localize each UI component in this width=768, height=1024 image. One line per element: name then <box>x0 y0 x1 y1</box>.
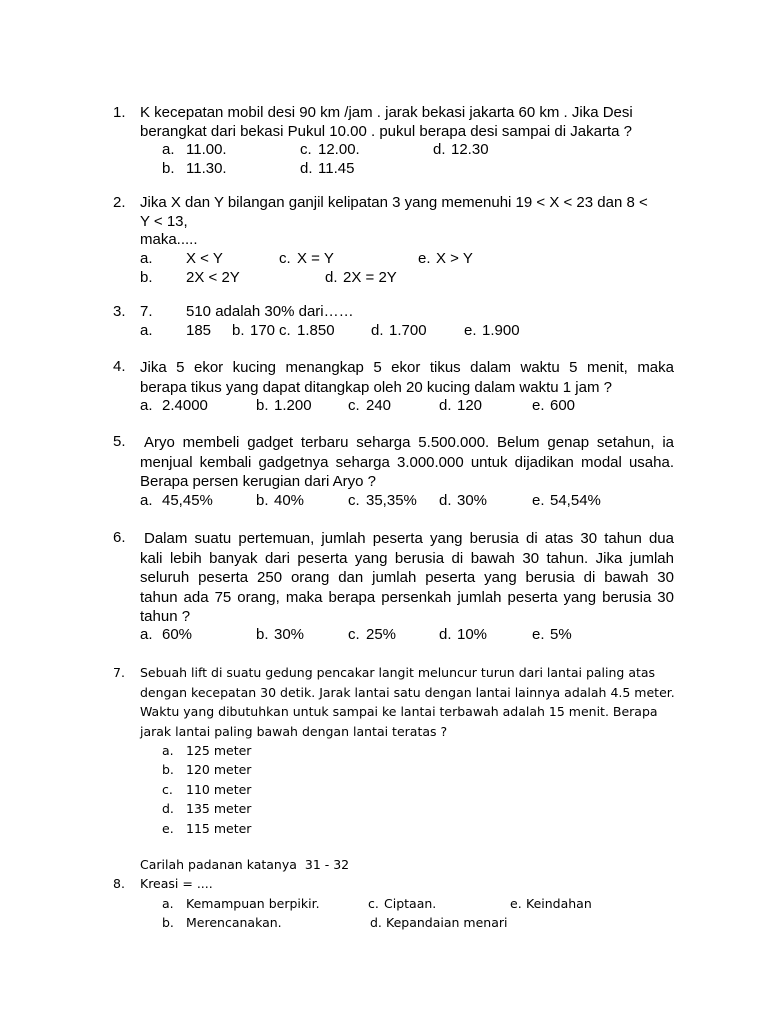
option-text: X = Y <box>297 250 334 267</box>
option-text: 135 meter <box>186 801 252 817</box>
option-label: a. <box>140 250 153 267</box>
question-number: 5. <box>113 433 126 450</box>
question-number: 4. <box>113 358 126 375</box>
question-number: 8. <box>113 876 125 891</box>
option-label: e. <box>532 397 545 414</box>
option-label: d. <box>325 268 338 286</box>
option-text: 11.30. <box>186 159 227 177</box>
option-text: 600 <box>550 397 576 414</box>
option-text: 30% <box>457 492 488 509</box>
option-label: d. <box>370 915 382 930</box>
option-text: 240 <box>366 397 392 414</box>
stem-line: berapa tikus yang dapat ditangkap oleh 20 kucing dalam waktu 1 jam ? <box>140 378 612 396</box>
question-stem-cont <box>140 453 674 492</box>
stem-line: 7. <box>140 303 153 320</box>
option-label: b. <box>256 397 269 414</box>
question-stem <box>140 194 674 250</box>
stem-line: Dalam suatu pertemuan, jumlah peserta yang berusia di atas 30 tahun dua <box>144 530 674 547</box>
option-label: c. <box>300 141 312 158</box>
stem-line: K kecepatan mobil desi 90 km /jam . jarak bekasi jakarta 60 km . Jika Desi <box>140 104 633 121</box>
option-text: 30% <box>274 626 305 643</box>
option-text: 40% <box>274 492 305 509</box>
option-text: Kemampuan berpikir. <box>186 896 320 911</box>
option-label: a. <box>162 141 175 158</box>
option-text: 1.850 <box>297 322 335 339</box>
stem-line: kali lebih banyak dari peserta yang berusia di bawah 30 tahun. Jika jumlah <box>140 549 674 567</box>
option-text: 25% <box>366 626 397 643</box>
option-text: Merencanakan. <box>186 915 282 930</box>
question-stem-cont <box>140 549 674 627</box>
option-label: d. <box>162 801 174 817</box>
option-label: e. <box>464 322 477 339</box>
question-stem <box>144 529 674 549</box>
option-label: c. <box>348 626 360 643</box>
stem-line: seluruh peserta 250 orang dan jumlah peserta yang berusia di bawah 30 <box>140 569 674 586</box>
option-label: d. <box>439 492 452 509</box>
option-text: 1.700 <box>389 322 427 339</box>
stem-line: Waktu yang dibutuhkan untuk sampai ke lantai terbawah adalah 15 menit. Berapa <box>140 704 658 720</box>
section-heading: Carilah padanan katanya 31 - 32 <box>140 857 350 872</box>
option-label: e. <box>510 896 522 911</box>
option-text: 115 meter <box>186 820 252 836</box>
question-number: 6. <box>113 529 126 546</box>
option-label: e. <box>418 250 431 267</box>
option-label: a. <box>140 397 153 414</box>
option-text: 54,54% <box>550 492 601 509</box>
question-number: 2. <box>113 194 126 211</box>
option-label: d. <box>300 159 313 177</box>
option-label: b. <box>140 268 153 286</box>
option-text: Kepandaian menari <box>386 915 508 930</box>
option-text: 120 <box>457 397 483 414</box>
question-number: 7. <box>113 665 125 680</box>
option-text: 5% <box>550 626 572 643</box>
stem-line: maka..... <box>140 231 198 248</box>
option-label: c. <box>348 492 360 509</box>
option-label: c. <box>348 397 360 414</box>
question-stem <box>140 358 674 397</box>
option-text: 185 <box>186 322 212 339</box>
stem-line: tahun ? <box>140 608 191 625</box>
option-text: 2X = 2Y <box>343 268 397 286</box>
stem-line: menjual kembali gadgetnya seharga 3.000.000 untuk dijadikan modal usaha. <box>140 453 674 471</box>
stem-line: Berapa persen kerugian dari Aryo ? <box>140 473 376 490</box>
option-label: d. <box>439 397 452 414</box>
option-text: 11.00. <box>186 141 227 158</box>
option-text: 45,45% <box>162 492 213 509</box>
question-stem <box>140 663 680 741</box>
stem-line: Jika 5 ekor kucing menangkap 5 ekor tikus dalam waktu 5 menit, maka <box>140 359 674 376</box>
option-label: d. <box>371 322 384 339</box>
stem-line: Kreasi = .... <box>140 876 213 891</box>
question-stem <box>140 104 674 141</box>
option-text: Ciptaan. <box>384 896 437 911</box>
option-text: 2.4000 <box>162 397 208 414</box>
option-label: c. <box>279 250 291 267</box>
option-text: 12.00. <box>318 141 360 158</box>
option-text: 11.45 <box>318 159 355 177</box>
option-label: a. <box>140 322 153 339</box>
question-number: 3. <box>113 303 126 320</box>
option-label: d. <box>433 141 446 158</box>
option-label: e. <box>162 820 174 836</box>
option-text: 10% <box>457 626 488 643</box>
option-label: c. <box>279 322 291 339</box>
option-text: 120 meter <box>186 762 252 778</box>
question-stem <box>144 433 674 453</box>
option-label: b. <box>162 762 174 778</box>
option-label: b. <box>256 492 269 509</box>
option-label: b. <box>162 159 175 177</box>
option-label: b. <box>232 322 245 339</box>
option-label: a. <box>162 896 174 911</box>
stem-line: berangkat dari bekasi Pukul 10.00 . pukul berapa desi sampai di Jakarta ? <box>140 122 632 140</box>
option-text: 2X < 2Y <box>186 268 240 286</box>
option-label: a. <box>162 743 174 758</box>
option-text: X > Y <box>436 250 473 267</box>
option-label: c. <box>162 781 173 797</box>
option-text: 110 meter <box>186 781 252 797</box>
option-label: b. <box>162 915 174 930</box>
option-text: 170 <box>250 322 276 339</box>
option-text: 60% <box>162 626 193 643</box>
option-label: e. <box>532 626 545 643</box>
stem-line: Aryo membeli gadget terbaru seharga 5.500.000. Belum genap setahun, ia <box>144 434 674 451</box>
stem-line: jarak lantai paling bawah dengan lantai teratas ? <box>140 723 448 739</box>
stem-line: Sebuah lift di suatu gedung pencakar langit meluncur turun dari lantai paling atas <box>140 665 656 680</box>
option-text: 125 meter <box>186 743 252 758</box>
option-label: b. <box>256 626 269 643</box>
option-text: Keindahan <box>526 896 592 911</box>
stem-line: dengan kecepatan 30 detik. Jarak lantai satu dengan lantai lainnya adalah 4.5 meter. <box>140 684 675 700</box>
stem-line: tahun ada 75 orang, maka berapa persenkah jumlah peserta yang berusia 30 <box>140 588 674 606</box>
option-text: 1.900 <box>482 322 520 339</box>
option-text: X < Y <box>186 250 223 267</box>
option-text: 12.30 <box>451 141 489 158</box>
option-text: 1.200 <box>274 397 312 414</box>
stem-line: Jika X dan Y bilangan ganjil kelipatan 3 yang memenuhi 19 < X < 23 dan 8 < <box>140 194 648 211</box>
option-label: c. <box>368 896 379 911</box>
option-label: a. <box>140 626 153 643</box>
stem-line: 510 adalah 30% dari…… <box>186 303 354 320</box>
option-label: e. <box>532 492 545 509</box>
stem-line: Y < 13, <box>140 212 188 230</box>
question-number: 1. <box>113 104 126 121</box>
option-label: a. <box>140 492 153 509</box>
option-label: d. <box>439 626 452 643</box>
option-text: 35,35% <box>366 492 417 509</box>
